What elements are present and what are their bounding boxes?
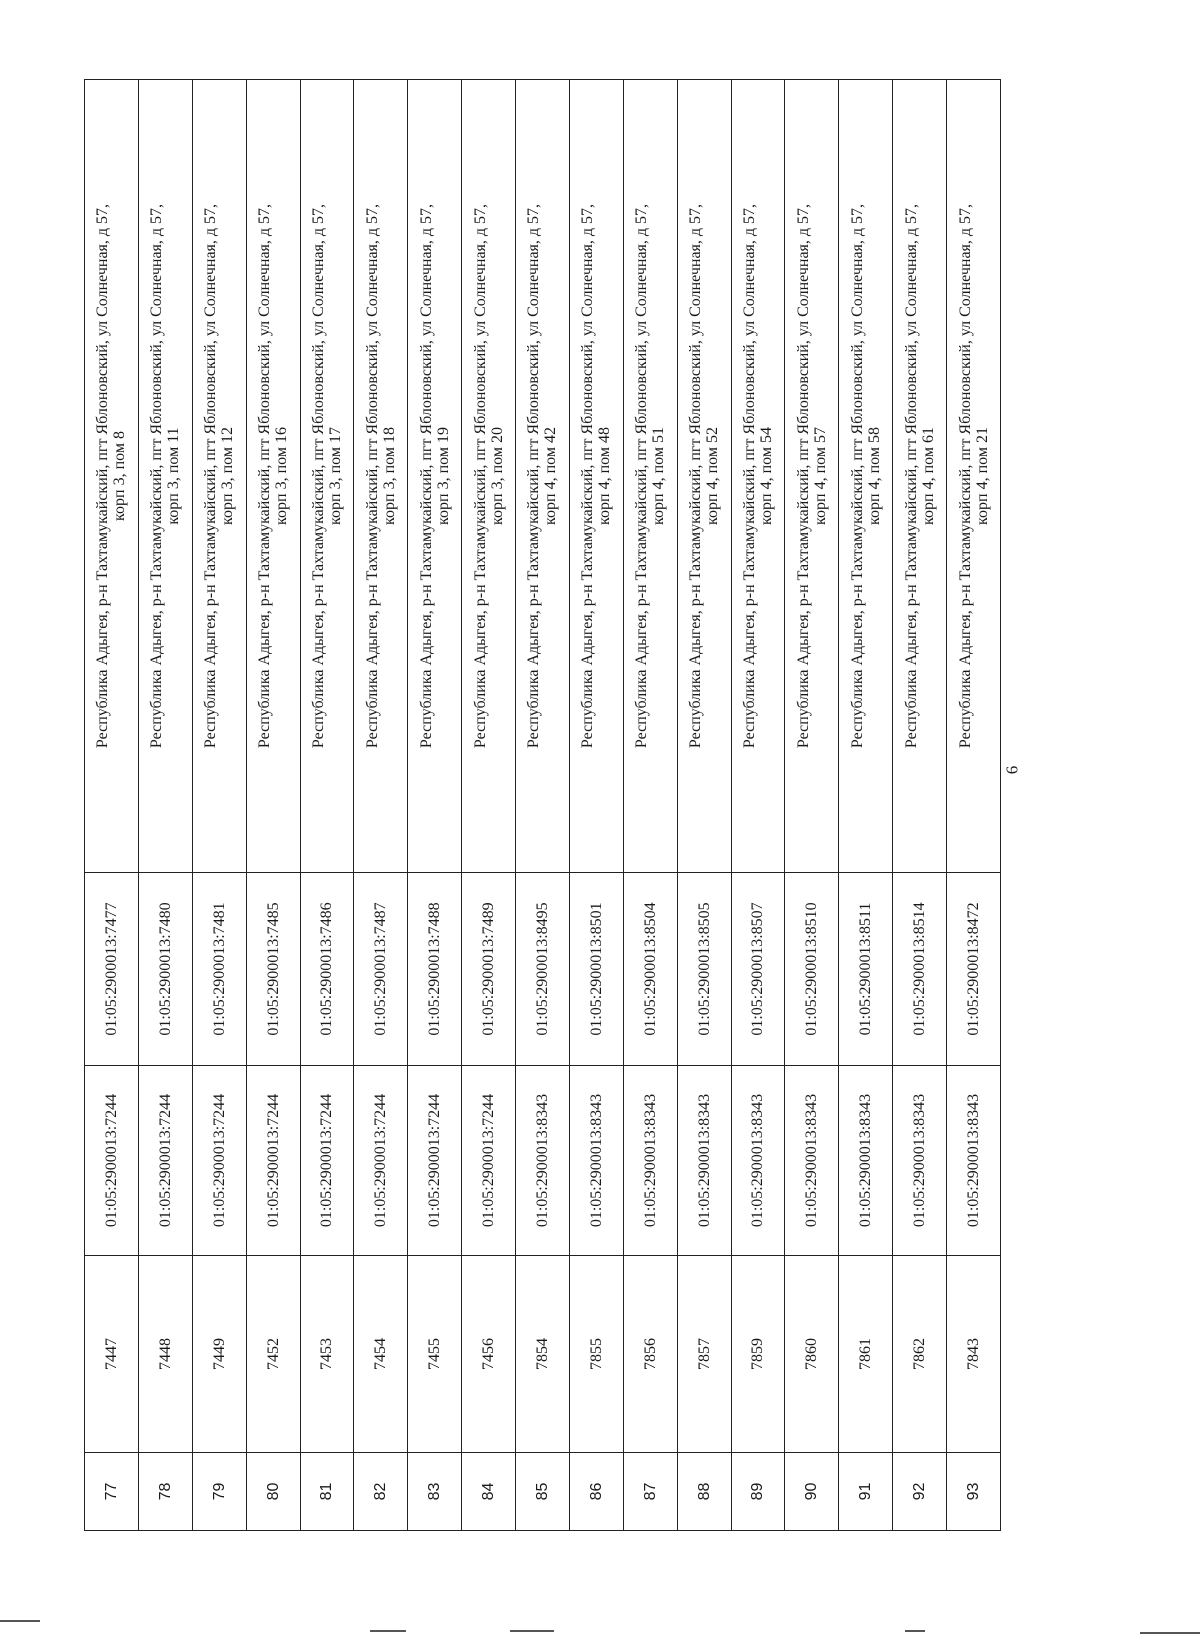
address-cell [623,80,677,873]
record-id-cell: 7456 [462,1256,516,1453]
parent-cadastral-cell: 01:05:2900013:8343 [516,1066,570,1256]
row-number-cell: 77 [85,1453,139,1531]
table-row [569,80,623,1531]
row-number-cell: 81 [300,1453,354,1531]
parent-cadastral-cell: 01:05:2900013:8343 [569,1066,623,1256]
address-cell [893,80,947,873]
address-cell [569,80,623,873]
table-row [947,80,1001,1531]
cadastral-number-cell: 01:05:2900013:7477 [85,873,139,1066]
row-number-cell: 90 [785,1453,839,1531]
rotated-table-container [84,80,1001,1531]
record-id-cell: 7447 [85,1256,139,1453]
address-cell [300,80,354,873]
address-line-1: Республика Адыгея, р-н Тахтамукайский, пгт Яблоновский, ул Солнечная, д 57, [525,203,543,749]
table-row [300,80,354,1531]
table-row [516,80,570,1531]
scan-artifact [510,1630,554,1632]
address-line-2: корп 3, пом 16 [273,427,291,525]
address-line-2: корп 3, пом 20 [488,427,506,525]
address-line-1: Республика Адыгея, р-н Тахтамукайский, пгт Яблоновский, ул Солнечная, д 57, [740,203,758,749]
parent-cadastral-cell: 01:05:2900013:7244 [192,1066,246,1256]
record-id-cell: 7856 [623,1256,677,1453]
row-number-cell: 79 [192,1453,246,1531]
parent-cadastral-cell: 01:05:2900013:7244 [300,1066,354,1256]
table-row [246,80,300,1531]
parent-cadastral-cell: 01:05:2900013:7244 [85,1066,139,1256]
parent-cadastral-cell: 01:05:2900013:8343 [785,1066,839,1256]
address-line-1: Республика Адыгея, р-н Тахтамукайский, пгт Яблоновский, ул Солнечная, д 57, [309,203,327,749]
table-row [462,80,516,1531]
row-number-cell: 83 [408,1453,462,1531]
record-id-cell: 7455 [408,1256,462,1453]
cadastral-number-cell: 01:05:2900013:7486 [300,873,354,1066]
parent-cadastral-cell: 01:05:2900013:7244 [138,1066,192,1256]
table-row [731,80,785,1531]
address-line-2: корп 4, пом 61 [919,427,937,525]
row-number-cell: 91 [839,1453,893,1531]
parent-cadastral-cell: 01:05:2900013:8343 [623,1066,677,1256]
cadastral-number-cell: 01:05:2900013:7487 [354,873,408,1066]
record-id-cell: 7454 [354,1256,408,1453]
registry-table [84,79,1001,1531]
address-line-1: Республика Адыгея, р-н Тахтамукайский, пгт Яблоновский, ул Солнечная, д 57, [202,203,220,749]
scan-artifact [905,1630,925,1632]
address-cell [138,80,192,873]
address-line-2: корп 4, пом 54 [757,427,775,525]
parent-cadastral-cell: 01:05:2900013:7244 [354,1066,408,1256]
cadastral-number-cell: 01:05:2900013:8504 [623,873,677,1066]
record-id-cell: 7860 [785,1256,839,1453]
table-row [408,80,462,1531]
table-row [623,80,677,1531]
address-cell [785,80,839,873]
address-cell [85,80,139,873]
address-line-2: корп 4, пом 42 [542,427,560,525]
table-row [85,80,139,1531]
record-id-cell: 7859 [731,1256,785,1453]
record-id-cell: 7857 [677,1256,731,1453]
cadastral-number-cell: 01:05:2900013:7488 [408,873,462,1066]
address-cell [947,80,1001,873]
registry-table-body [85,80,1001,1531]
address-line-1: Республика Адыгея, р-н Тахтамукайский, пгт Яблоновский, ул Солнечная, д 57, [956,203,974,749]
cadastral-number-cell: 01:05:2900013:8501 [569,873,623,1066]
address-line-1: Республика Адыгея, р-н Тахтамукайский, пгт Яблоновский, ул Солнечная, д 57, [256,203,274,749]
address-line-2: корп 4, пом 51 [650,427,668,525]
parent-cadastral-cell: 01:05:2900013:7244 [246,1066,300,1256]
record-id-cell: 7449 [192,1256,246,1453]
parent-cadastral-cell: 01:05:2900013:8343 [893,1066,947,1256]
table-row [354,80,408,1531]
cadastral-number-cell: 01:05:2900013:7480 [138,873,192,1066]
table-row [677,80,731,1531]
row-number-cell: 86 [569,1453,623,1531]
record-id-cell: 7452 [246,1256,300,1453]
address-line-2: корп 3, пом 11 [165,427,183,525]
page-number: 6 [1002,765,1022,775]
record-id-cell: 7862 [893,1256,947,1453]
record-id-cell: 7854 [516,1256,570,1453]
parent-cadastral-cell: 01:05:2900013:7244 [462,1066,516,1256]
parent-cadastral-cell: 01:05:2900013:8343 [731,1066,785,1256]
cadastral-number-cell: 01:05:2900013:8507 [731,873,785,1066]
address-line-1: Республика Адыгея, р-н Тахтамукайский, пгт Яблоновский, ул Солнечная, д 57, [848,203,866,749]
address-line-1: Республика Адыгея, р-н Тахтамукайский, пгт Яблоновский, ул Солнечная, д 57, [579,203,597,749]
table-row [839,80,893,1531]
address-cell [731,80,785,873]
address-line-2: корп 3, пом 12 [219,427,237,525]
record-id-cell: 7448 [138,1256,192,1453]
row-number-cell: 88 [677,1453,731,1531]
scan-artifact [0,1620,40,1622]
cadastral-number-cell: 01:05:2900013:8495 [516,873,570,1066]
cadastral-number-cell: 01:05:2900013:8472 [947,873,1001,1066]
address-line-2: корп 3, пом 19 [434,427,452,525]
address-line-2: корп 3, пом 8 [111,431,129,521]
record-id-cell: 7843 [947,1256,1001,1453]
cadastral-number-cell: 01:05:2900013:8505 [677,873,731,1066]
address-cell [839,80,893,873]
address-line-1: Республика Адыгея, р-н Тахтамукайский, пгт Яблоновский, ул Солнечная, д 57, [902,203,920,749]
table-row [893,80,947,1531]
scan-artifact [370,1630,406,1632]
address-line-1: Республика Адыгея, р-н Тахтамукайский, пгт Яблоновский, ул Солнечная, д 57, [687,203,705,749]
parent-cadastral-cell: 01:05:2900013:8343 [677,1066,731,1256]
row-number-cell: 87 [623,1453,677,1531]
cadastral-number-cell: 01:05:2900013:7481 [192,873,246,1066]
row-number-cell: 89 [731,1453,785,1531]
table-row [138,80,192,1531]
cadastral-number-cell: 01:05:2900013:8511 [839,873,893,1066]
cadastral-number-cell: 01:05:2900013:8510 [785,873,839,1066]
address-line-1: Республика Адыгея, р-н Тахтамукайский, пгт Яблоновский, ул Солнечная, д 57, [417,203,435,749]
cadastral-number-cell: 01:05:2900013:7485 [246,873,300,1066]
table-row [192,80,246,1531]
address-cell [354,80,408,873]
row-number-cell: 92 [893,1453,947,1531]
address-line-1: Республика Адыгея, р-н Тахтамукайский, пгт Яблоновский, ул Солнечная, д 57, [794,203,812,749]
row-number-cell: 82 [354,1453,408,1531]
address-line-2: корп 4, пом 52 [704,427,722,525]
parent-cadastral-cell: 01:05:2900013:8343 [839,1066,893,1256]
parent-cadastral-cell: 01:05:2900013:8343 [947,1066,1001,1256]
row-number-cell: 80 [246,1453,300,1531]
table-row [785,80,839,1531]
address-line-2: корп 3, пом 17 [326,427,344,525]
record-id-cell: 7855 [569,1256,623,1453]
row-number-cell: 85 [516,1453,570,1531]
address-line-2: корп 3, пом 18 [380,427,398,525]
address-line-2: корп 4, пом 48 [596,427,614,525]
row-number-cell: 84 [462,1453,516,1531]
row-number-cell: 78 [138,1453,192,1531]
address-line-1: Республика Адыгея, р-н Тахтамукайский, пгт Яблоновский, ул Солнечная, д 57, [633,203,651,749]
cadastral-number-cell: 01:05:2900013:7489 [462,873,516,1066]
address-cell [462,80,516,873]
parent-cadastral-cell: 01:05:2900013:7244 [408,1066,462,1256]
row-number-cell: 93 [947,1453,1001,1531]
address-line-1: Республика Адыгея, р-н Тахтамукайский, пгт Яблоновский, ул Солнечная, д 57, [471,203,489,749]
address-cell [408,80,462,873]
address-line-1: Республика Адыгея, р-н Тахтамукайский, пгт Яблоновский, ул Солнечная, д 57, [94,203,112,749]
address-cell [246,80,300,873]
address-line-2: корп 4, пом 21 [973,427,991,525]
address-line-2: корп 4, пом 57 [811,427,829,525]
cadastral-number-cell: 01:05:2900013:8514 [893,873,947,1066]
address-line-1: Республика Адыгея, р-н Тахтамукайский, пгт Яблоновский, ул Солнечная, д 57, [363,203,381,749]
scan-artifact [1140,1632,1200,1634]
address-cell [192,80,246,873]
address-line-1: Республика Адыгея, р-н Тахтамукайский, пгт Яблоновский, ул Солнечная, д 57, [148,203,166,749]
address-line-2: корп 4, пом 58 [865,427,883,525]
address-cell [516,80,570,873]
record-id-cell: 7453 [300,1256,354,1453]
address-cell [677,80,731,873]
record-id-cell: 7861 [839,1256,893,1453]
